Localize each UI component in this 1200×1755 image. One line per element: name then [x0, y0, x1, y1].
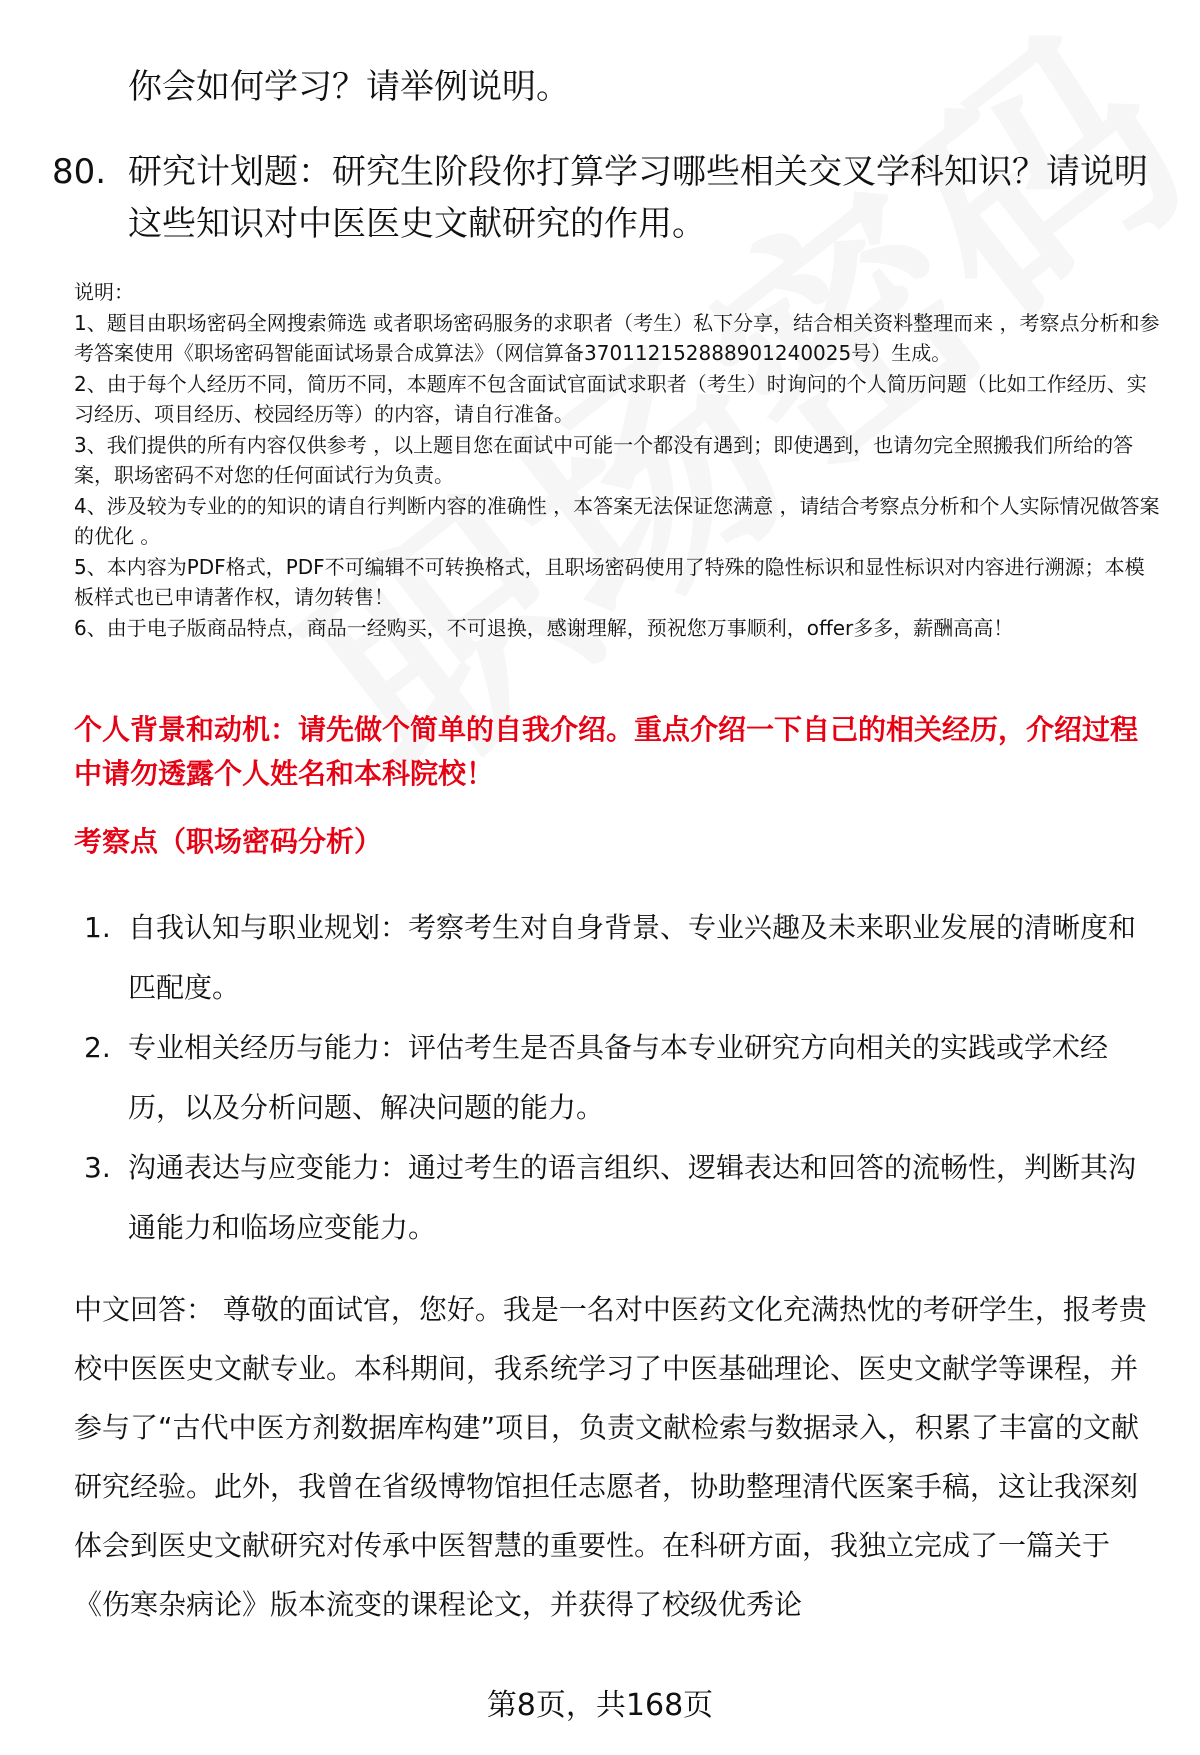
note-item: 1、题目由职场密码全网搜索筛选 或者职场密码服务的求职者（考生）私下分享，结合相关资料整理而来 ，考察点分析和参考答案使用《职场密码智能面试场景合成算法》（网信算备370112152888901240025号）生成。: [74, 310, 1160, 365]
point-number: 1.: [84, 911, 111, 944]
note-item: 5、本内容为PDF格式，PDF不可编辑不可转换格式，且职场密码使用了特殊的隐性标识和显性标识对内容进行溯源；本模板样式也已申请著作权，请勿转售！: [74, 554, 1145, 609]
page-footer: 第8页，共168页: [486, 1688, 714, 1723]
section-question: 个人背景和动机：请先做个简单的自我介绍。重点介绍一下自己的相关经历，介绍过程中请勿透露个人姓名和本科院校！: [74, 713, 1139, 790]
analysis-point: [84, 898, 1160, 1018]
analysis-points: [84, 898, 1160, 1258]
question-number: 80.: [52, 152, 107, 192]
analysis-point: [84, 1018, 1160, 1138]
question-continuation: 你会如何学习？请举例说明。: [128, 67, 570, 107]
note-item: 6、由于电子版商品特点，商品一经购买，不可退换，感谢理解，预祝您万事顺利，offer多多，薪酬高高！: [74, 615, 1014, 640]
analysis-point: [84, 1138, 1160, 1258]
point-number: 2.: [84, 1031, 111, 1064]
point-text: 自我认知与职业规划：考察考生对自身背景、专业兴趣及未来职业发展的清晰度和匹配度。: [128, 911, 1137, 1004]
notes-section: [74, 277, 1160, 643]
point-text: 专业相关经历与能力：评估考生是否具备与本专业研究方向相关的实践或学术经历，以及分析问题、解决问题的能力。: [128, 1031, 1109, 1124]
note-item: 3、我们提供的所有内容仅供参考 ，以上题目您在面试中可能一个都没有遇到；即使遇到，也请勿完全照搬我们所给的答案，职场密码不对您的任何面试行为负责。: [74, 432, 1134, 487]
question-text: 研究计划题：研究生阶段你打算学习哪些相关交叉学科知识？请说明这些知识对中医医史文献研究的作用。: [128, 152, 1148, 244]
notes-title: 说明：: [74, 280, 134, 304]
answer-text: 中文回答： 尊敬的面试官，您好。我是一名对中医药文化充满热忱的考研学生，报考贵校中医医史文献专业。本科期间，我系统学习了中医基础理论、医史文献学等课程，并参与了“古代中医方剂数据库构建”项目，负责文献检索与数据录入，积累了丰富的文献研究经验。此外，我曾在省级博物馆担任志愿者，协助整理清代医案手稿，这让我深刻体会到医史文献研究对传承中医智慧的重要性。在科研方面，我独立完成了一篇关于《伤寒杂病论》版本流变的课程论文，并获得了校级优秀论: [74, 1293, 1147, 1621]
point-number: 3.: [84, 1151, 111, 1184]
analysis-title: 考察点（职场密码分析）: [74, 825, 383, 858]
note-item: 4、涉及较为专业的的知识的请自行判断内容的准确性 ，本答案无法保证您满意 ，请结合考察点分析和个人实际情况做答案的优化 。: [74, 493, 1160, 548]
note-item: 2、由于每个人经历不同，简历不同，本题库不包含面试官面试求职者（考生）时询问的个人简历问题（比如工作经历、实习经历、项目经历、校园经历等）的内容，请自行准备。: [74, 371, 1147, 426]
question-80: [52, 146, 1162, 250]
point-text: 沟通表达与应变能力：通过考生的语言组织、逻辑表达和回答的流畅性，判断其沟通能力和临场应变能力。: [128, 1151, 1137, 1244]
